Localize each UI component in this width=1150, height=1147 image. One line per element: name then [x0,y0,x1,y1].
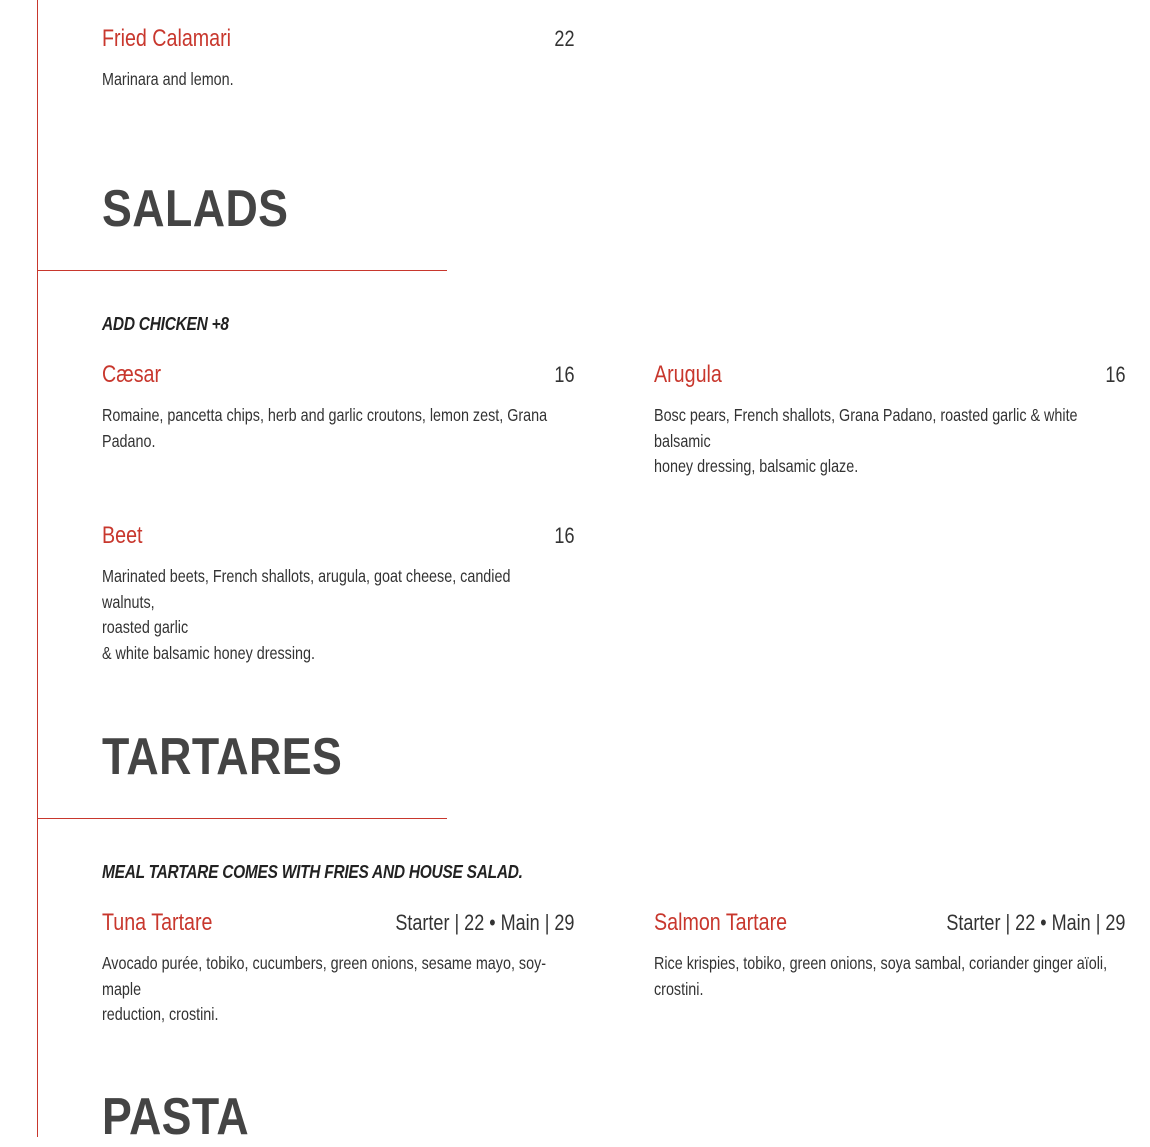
section-note-tartares: MEAL TARTARE COMES WITH FRIES AND HOUSE SALAD. [102,862,523,882]
section-divider [37,818,447,819]
item-name: Fried Calamari [102,25,232,52]
item-name: Salmon Tartare [654,909,788,936]
menu-item-arugula [654,360,1125,476]
item-price: 16 [553,362,574,387]
menu-item-beet [102,521,574,663]
menu-item-caesar [102,360,574,470]
menu-item-salmon-tartare [654,908,1125,1018]
item-price: 16 [553,523,574,548]
item-price: Starter | 22 • Main | 29 [394,910,574,935]
item-name: Arugula [654,361,722,388]
item-price: Starter | 22 • Main | 29 [945,910,1125,935]
item-name: Tuna Tartare [102,909,213,936]
item-description: Avocado purée, tobiko, cucumbers, green onions, sesame mayo, soy-maple reduction, crostini. [102,953,547,1024]
item-name: Beet [102,522,143,549]
section-title-tartares: TARTARES [102,728,343,786]
section-divider [37,270,447,271]
section-title-pasta: PASTA [102,1088,250,1146]
item-description: Bosc pears, French shallots, Grana Padano, roasted garlic & white balsamic honey dressing, balsamic glaze. [654,405,1078,476]
menu-item-tuna-tartare [102,908,574,1024]
left-accent-line [37,0,38,1137]
item-description: Romaine, pancetta chips, herb and garlic croutons, lemon zest, Grana Padano. [102,405,548,451]
item-description: Marinara and lemon. [102,69,234,89]
menu-item-fried-calamari [102,24,574,104]
item-price: 22 [553,26,574,51]
item-description: Marinated beets, French shallots, arugula, goat cheese, candied walnuts, roasted garlic & white balsamic honey dressing. [102,566,511,663]
section-title-salads: SALADS [102,180,289,238]
item-description: Rice krispies, tobiko, green onions, soya sambal, coriander ginger aïoli, crostini. [654,953,1108,999]
item-price: 16 [1104,362,1125,387]
item-name: Cæsar [102,361,162,388]
section-note-salads: ADD CHICKEN +8 [102,314,229,334]
